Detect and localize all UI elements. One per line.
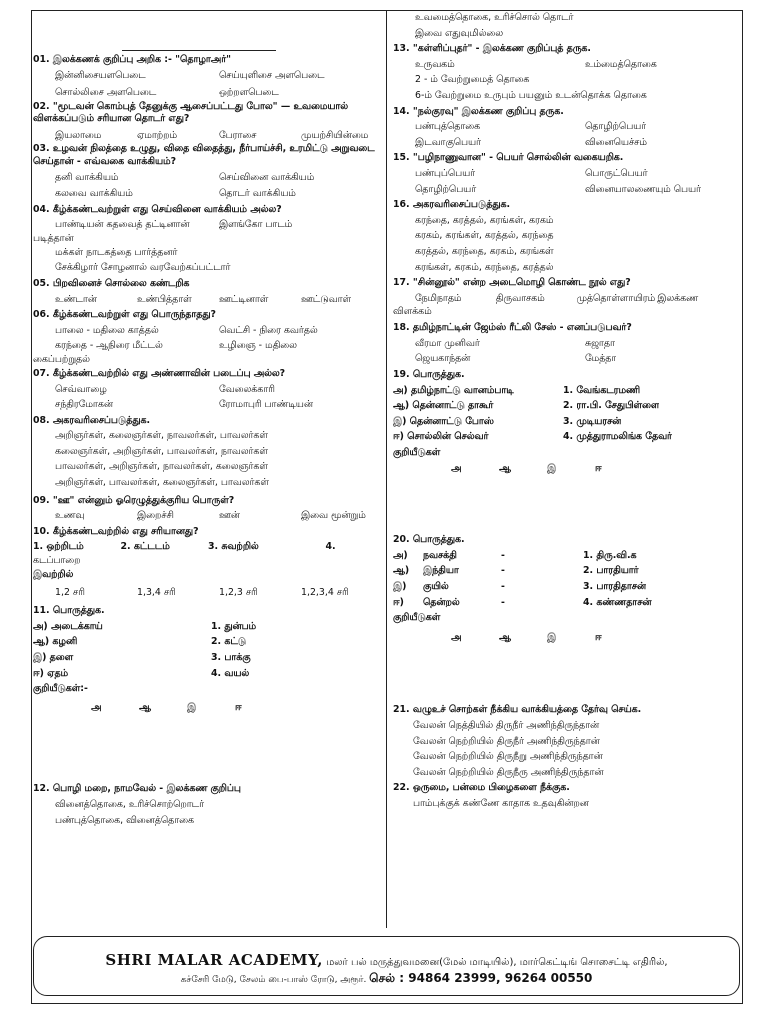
option: வீரமா முனிவர் <box>415 337 480 349</box>
question-05 <box>33 276 383 307</box>
question-title: 18. தமிழ்நாட்டின் ஜேம்ஸ் ரீட்லி சேஸ் - எனப்படுபவர்? <box>393 322 632 334</box>
option: முத்தொள்ளாயிரம் <box>576 292 656 304</box>
option: இறைச்சி <box>137 510 174 522</box>
question-06 <box>33 307 383 366</box>
question-title: 06. கீழ்க்கண்டவற்றுள் எது பொருந்தாதது? <box>33 309 216 321</box>
option: சந்திரமோகன் <box>55 399 113 411</box>
option: உருவகம் <box>415 58 455 70</box>
option: அறிஞர்கள், பாவலர்கள், கலைஞர்கள், பாவலர்கள் <box>55 477 269 489</box>
option: மேத்தா <box>585 353 617 365</box>
question-title: 21. வழுஉச் சொற்கள் நீக்கிய வாக்கியத்தை தேர்வு செய்க. <box>393 704 642 716</box>
option: தொழிற்பெயர் <box>585 121 647 133</box>
option: இவை மூன்றும் <box>301 510 366 522</box>
option: பொருட்பெயர் <box>585 167 648 179</box>
question-title: 07. கீழ்க்கண்டவற்றில் எது அண்ணாவின் படைப்பு அல்ல? <box>33 367 286 379</box>
option: இலக்கண <box>657 292 699 304</box>
match-row: ஆ) கழனி 2. கட்டு <box>33 636 247 648</box>
option: திருவாசகம் <box>495 292 545 304</box>
option: நேமிநாதம் <box>415 292 462 304</box>
option: உழிஞை - மதிலை <box>219 340 297 352</box>
question-title: 11. பொருத்துக. <box>33 605 105 617</box>
option: உண்பித்தாள் <box>137 293 192 305</box>
option: ஏமாற்றம் <box>137 129 178 141</box>
question-17 <box>393 275 738 318</box>
option: சுஜாதா <box>585 337 615 349</box>
option: சேக்கிழார் சோழனால் வரவேற்கப்பட்டார் <box>55 262 231 274</box>
option: ஜெயகாந்தன் <box>415 353 471 365</box>
question-20 <box>393 532 738 645</box>
match-row: அ) அடைக்காய் 1. துன்பம் <box>33 620 257 632</box>
question-02 <box>33 101 383 144</box>
question-19 <box>393 367 738 476</box>
question-11 <box>33 603 383 715</box>
option: இவை எதுவுமில்லை <box>415 27 504 39</box>
option: பாவலர்கள், அறிஞர்கள், நாவலர்கள், கலைஞர்கள் <box>55 461 268 473</box>
question-14 <box>393 104 738 151</box>
question-21 <box>393 702 738 780</box>
address-line-1: மலர் பல் மருத்துவமனை(மேல் மாடியில்), மார்கெட்டிங் சொசைட்டி எதிரில், <box>323 957 668 968</box>
option: இயலாமை <box>55 129 102 141</box>
option: பண்புப்பெயர் <box>415 167 476 179</box>
question-04 <box>33 202 383 276</box>
question-title: 02. "மூடவன் கொம்புத் தேனுக்கு ஆசைப்பட்டது போல" — உவமையால் விளக்கப்படும் சரியான தொடர் எது? <box>33 100 349 125</box>
option: வேலன் நெற்றியில் திருநீறு அணிந்திருந்தான் <box>413 751 603 763</box>
question-title: 01. இலக்கணக் குறிப்பு அறிக :- "தொழாஅர்" <box>33 54 231 65</box>
option: கலவை வாக்கியம் <box>55 187 133 199</box>
option: செய்யுளிசை அளபெடை <box>219 69 325 81</box>
option: உண்டான் <box>55 293 97 305</box>
option: பாண்டியன் கதவைத் தட்டினான் <box>55 219 190 231</box>
match-row: ஈ) ஏதம் 4. வயல் <box>33 667 250 679</box>
phone-label: செல் : <box>369 971 409 985</box>
question-title: 08. அகரவரிசைப்படுத்துக. <box>33 414 151 426</box>
header-rule <box>122 50 276 51</box>
question-03 <box>33 143 383 201</box>
option: உம்மைத்தொகை <box>585 58 657 70</box>
answer-keys: அ ஆ இ ஈ <box>451 462 602 474</box>
option: ஊட்டினாள் <box>219 293 269 305</box>
match-row: இ) குயில் - 3. பாரதிதாசன் <box>393 581 647 592</box>
option: மக்கள் நாடகத்தை பார்த்தனர் <box>55 246 178 258</box>
option: 2 - ம் வேற்றுமைத் தொகை <box>415 74 530 86</box>
option: பண்புத்தொகை, வினைத்தொகை <box>55 814 195 826</box>
question-title: 16. அகரவரிசைப்படுத்துக. <box>393 199 511 211</box>
question-16 <box>393 197 738 275</box>
right-column <box>393 10 738 812</box>
question-title: 17. "சின்னூல்" என்ற அடைமொழி கொண்ட நூல் எது? <box>393 277 631 289</box>
question-08 <box>33 413 383 491</box>
item: 3. சுவற்றில் <box>208 541 259 553</box>
option: இடவாகுபெயர் <box>415 136 481 148</box>
option: வெட்சி - நிரை கவர்தல் <box>219 324 318 336</box>
option: வினைத்தொகை, உரிச்சொற்றொடர் <box>55 798 205 810</box>
option: பண்புத்தொகை <box>415 121 481 133</box>
item: 4. <box>325 541 336 553</box>
option: உணவு <box>55 510 85 522</box>
option: இன்னிசையளபெடை <box>55 69 146 81</box>
match-row: இ) தளை 3. பாக்கு <box>33 652 251 663</box>
option: வேலன் நெற்றியில் திருநீரு அணிந்திருந்தான் <box>413 766 604 778</box>
item: 1. ஒற்றிடம் <box>33 541 84 553</box>
academy-name: SHRI MALAR ACADEMY, <box>105 951 324 969</box>
option: செவ்வாழை <box>55 383 107 395</box>
question-title: 09. "ஊ" என்னும் ஓரெழுத்துக்குரிய பொருள்? <box>33 494 235 506</box>
option: வினையாலணையும் பெயர் <box>585 183 701 195</box>
option: ஊட்டுவாள் <box>301 293 351 305</box>
question-title: 10. கீழ்க்கண்டவற்றில் எது சரியானது? <box>33 525 199 537</box>
option: பாம்புக்குக் கண்ணே காதாக உதவுகின்றன <box>413 797 589 809</box>
option: வேலன் நெற்றியில் திருநீர் அணிந்திருந்தான் <box>413 735 600 747</box>
question-07 <box>33 366 383 413</box>
match-row: இ) தென்னாட்டு போஸ் 3. முடியரசன் <box>393 415 622 427</box>
option: 6-ம் வேற்றுமை உருபும் பயனும் உடன்தொக்க தொகை <box>415 89 647 101</box>
question-15 <box>393 150 738 197</box>
keys-label: குறியீடுகள்:- <box>33 683 88 695</box>
item: 2. கட்டடம் <box>120 541 170 553</box>
question-12 <box>33 781 383 828</box>
keys-label: குறியீடுகள் <box>393 612 441 624</box>
option-continued: கைப்பற்றுதல் <box>33 353 90 365</box>
option: பேராசை <box>219 129 257 141</box>
keys-label: குறியீடுகள் <box>393 447 441 459</box>
question-title: 22. ஒருமை, பன்மை பிழைகளை நீக்குக. <box>393 782 570 794</box>
sub-label: இவற்றில் <box>33 569 74 581</box>
option: 1,3,4 சரி <box>137 586 176 598</box>
option: கரகம், கரங்கள், கரத்தல், கரந்தை <box>415 230 554 242</box>
question-title: 05. பிறவினைச் சொல்லை கண்டறிக <box>33 277 190 289</box>
item-continued: கடப்பாறை <box>33 555 81 567</box>
option: கரந்தை, கரத்தல், கரங்கள், கரகம் <box>415 214 554 226</box>
option: கரத்தல், கரந்தை, கரகம், கரங்கள் <box>415 245 554 257</box>
option: கலைஞர்கள், அறிஞர்கள், பாவலர்கள், நாவலர்கள் <box>55 445 268 457</box>
address-line-2: கச்சேரி மேடு, சேலம் பை-பாஸ் ரோடு, அரூர். <box>180 975 370 985</box>
question-title: 12. பொழி மறை, நாமவேல் - இலக்கண குறிப்பு <box>33 783 241 795</box>
question-01 <box>33 52 383 101</box>
question-13 <box>393 41 738 103</box>
question-title: 15. "பழிநாணுவான" - பெயர் சொல்லின் வகையறிக. <box>393 152 624 164</box>
answer-keys: அ ஆ இ ஈ <box>91 701 242 713</box>
option: தனி வாக்கியம் <box>55 172 119 184</box>
option: ஊன் <box>219 510 240 522</box>
question-10 <box>33 524 383 600</box>
option: சொல்லிசை அளபெடை <box>55 87 157 99</box>
question-title: 19. பொருத்துக. <box>393 369 465 381</box>
question-title: 04. கீழ்க்கண்டவற்றுள் எது செய்வினை வாக்கியம் அல்ல? <box>33 203 282 215</box>
match-row: அ) தமிழ்நாட்டு வானம்பாடி 1. வேங்கடரமணி <box>393 384 640 396</box>
option: தொழிற்பெயர் <box>415 183 477 195</box>
option: செய்வினை வாக்கியம் <box>219 172 315 184</box>
option-continued: படித்தான் <box>33 232 74 244</box>
match-row: அ) நவசக்தி - 1. திரு.வி.க <box>393 549 637 561</box>
option: கரந்தை - ஆநிரை மீட்டல் <box>55 340 163 352</box>
option: வினையெச்சம் <box>585 136 647 148</box>
option: ரோமாபுரி பாண்டியன் <box>219 399 313 411</box>
option: தொடர் வாக்கியம் <box>219 187 296 199</box>
question-09 <box>33 493 383 524</box>
match-row: ஆ) தென்னாட்டு தாகூர் 2. ரா.பி. சேதுபிள்ளை <box>393 400 660 412</box>
phone-numbers: 94864 23999, 96264 00550 <box>408 971 593 985</box>
option: இளங்கோ பாடம் <box>219 219 293 231</box>
footer-banner <box>33 936 740 996</box>
column-divider <box>386 10 387 928</box>
left-column <box>33 52 383 828</box>
question-22 <box>393 780 738 811</box>
option: 1,2,3 சரி <box>219 586 258 598</box>
option: ஒற்றளபெடை <box>219 87 279 99</box>
match-row: ஆ) இந்தியா - 2. பாரதியார் <box>393 565 639 577</box>
option: பாலை - மதிலை காத்தல் <box>55 324 159 336</box>
question-18 <box>393 320 738 367</box>
question-title: 03. உழவன் நிலத்தை உழுது, விதை விதைத்து, நீர்பாய்ச்சி, உரமிட்டு அறுவடை செய்தான் - எவ்வகை வாக்கியம்? <box>33 143 375 167</box>
option: கரங்கள், கரகம், கரந்தை, கரத்தல் <box>415 261 554 273</box>
question-title: 14. "நல்குரவு" இலக்கண குறிப்பு தருக. <box>393 105 564 117</box>
option: உவமைத்தொகை, உரிச்சொல் தொடர் <box>415 12 574 23</box>
option: வேலன் நெத்தியில் திருநீர் அணிந்திருந்தான் <box>413 719 600 731</box>
match-row: ஈ) தென்றல் - 4. கண்ணதாசன் <box>393 596 652 608</box>
answer-keys: அ ஆ இ ஈ <box>451 631 602 643</box>
question-title: 20. பொருத்துக. <box>393 534 465 546</box>
match-row: ஈ) சொல்லின் செல்வர் 4. முத்துராமலிங்க தேவர் <box>393 431 672 443</box>
question-title: 13. "கள்ளிப்புதர்" - இலக்கண குறிப்புத் தருக. <box>393 43 591 55</box>
option: 1,2,3,4 சரி <box>301 586 349 598</box>
option: 1,2 சரி <box>55 586 85 598</box>
option: முயற்சியின்மை <box>301 129 369 141</box>
option-continued: விளக்கம் <box>393 306 432 318</box>
option: வேலைக்காரி <box>219 383 275 395</box>
option: அறிஞர்கள், கலைஞர்கள், நாவலர்கள், பாவலர்கள் <box>55 430 268 442</box>
